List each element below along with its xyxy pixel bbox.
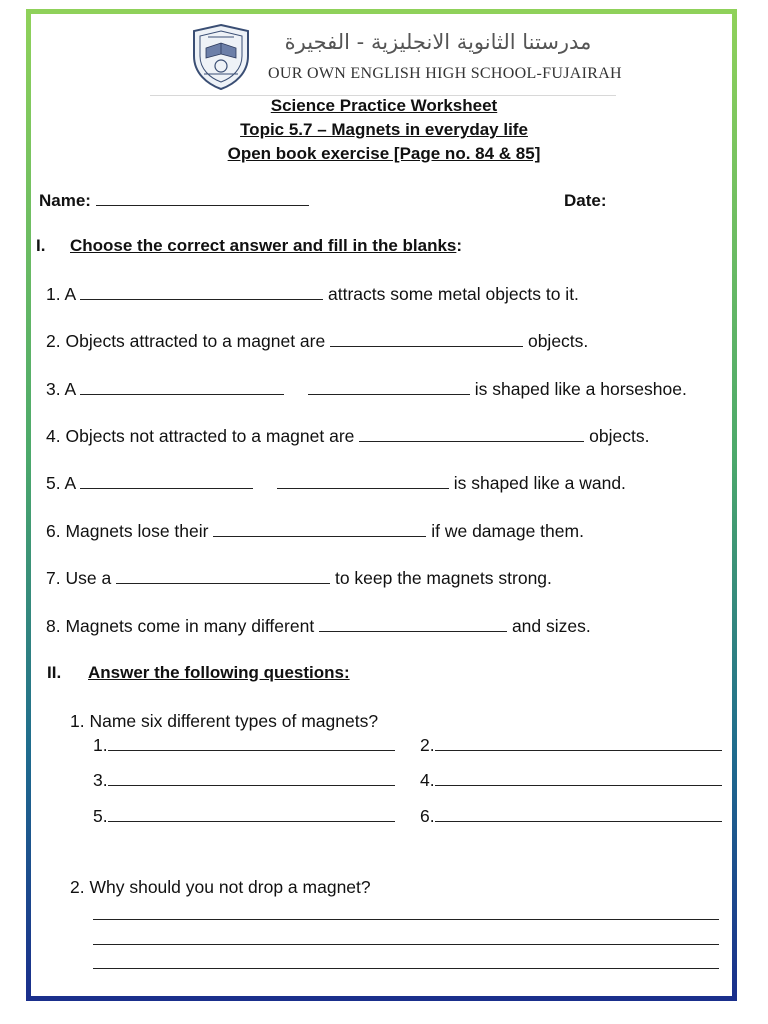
question-number: 1.: [46, 284, 61, 304]
magnet-type-6: [420, 806, 722, 827]
section1-numeral: I.: [36, 236, 46, 255]
answer-line-1[interactable]: [93, 919, 719, 920]
section2-heading: Answer the following questions:: [88, 663, 350, 682]
question-text-before: A: [64, 284, 76, 304]
answer-line-3[interactable]: [93, 968, 719, 969]
answer-line-2[interactable]: [93, 944, 719, 945]
answer-blank-2[interactable]: [277, 474, 449, 489]
magnet-type-3: [93, 770, 395, 791]
question-8: [46, 616, 591, 637]
question-text-after: and sizes.: [511, 616, 591, 636]
answer-blank[interactable]: [80, 285, 323, 300]
question-text-after: to keep the magnets strong.: [334, 568, 552, 588]
question-text-before: Magnets come in many different: [65, 616, 315, 636]
question-text-after: if we damage them.: [431, 521, 584, 541]
section1-heading-wrap: [70, 236, 462, 256]
answer-blank[interactable]: [213, 522, 426, 537]
question-number: 3.: [46, 379, 61, 399]
question-text-after: is shaped like a horseshoe.: [474, 379, 687, 399]
question-4: [46, 426, 649, 447]
blank-number: 1.: [93, 735, 108, 755]
question-2-1: [70, 711, 378, 732]
worksheet-title: Science Practice Worksheet: [270, 96, 498, 115]
section1-heading: Choose the correct answer and fill in the blanks: [70, 236, 457, 255]
question-text: Name six different types of magnets?: [89, 711, 379, 731]
question-number: 8.: [46, 616, 61, 636]
school-name-english: OUR OWN ENGLISH HIGH SCHOOL-FUJAIRAH: [268, 65, 622, 82]
question-number: 2.: [70, 877, 85, 897]
answer-blank-1[interactable]: [80, 474, 253, 489]
answer-blank-2[interactable]: [308, 380, 470, 395]
question-text-after: attracts some metal objects to it.: [327, 284, 579, 304]
question-text: Why should you not drop a magnet?: [89, 877, 371, 897]
question-2: [46, 331, 588, 352]
question-number: 1.: [70, 711, 85, 731]
worksheet-subtitle: Open book exercise [Page no. 84 & 85]: [227, 144, 541, 163]
answer-blank[interactable]: [359, 427, 584, 442]
school-name-arabic: مدرستنا الثانوية الانجليزية - الفجيرة: [284, 30, 592, 54]
section1-heading-colon: :: [456, 236, 463, 255]
question-1: [46, 284, 579, 305]
answer-blank[interactable]: [108, 771, 395, 786]
question-text-before: Objects not attracted to a magnet are: [65, 426, 355, 446]
question-number: 5.: [46, 473, 61, 493]
question-text-after: objects.: [589, 426, 650, 446]
school-header: [150, 18, 622, 96]
name-label: Name:: [39, 191, 91, 210]
answer-blank[interactable]: [435, 807, 722, 822]
question-3: [46, 379, 687, 400]
answer-blank-1[interactable]: [80, 380, 284, 395]
question-2-2: [70, 877, 371, 898]
question-7: [46, 568, 552, 589]
question-5: [46, 473, 626, 494]
question-text-before: Use a: [65, 568, 112, 588]
answer-blank[interactable]: [435, 736, 722, 751]
question-text-before: A: [64, 473, 76, 493]
magnet-type-2: [420, 735, 722, 756]
answer-blank[interactable]: [319, 617, 507, 632]
answer-blank[interactable]: [116, 569, 330, 584]
question-number: 7.: [46, 568, 61, 588]
question-text-before: Objects attracted to a magnet are: [65, 331, 326, 351]
name-field: [39, 191, 309, 211]
answer-blank[interactable]: [108, 736, 395, 751]
question-text-before: A: [64, 379, 76, 399]
blank-number: 4.: [420, 770, 435, 790]
answer-blank[interactable]: [108, 807, 395, 822]
answer-blank[interactable]: [435, 771, 722, 786]
blank-number: 6.: [420, 806, 435, 826]
magnet-type-1: [93, 735, 395, 756]
magnet-type-4: [420, 770, 722, 791]
school-crest-icon: [186, 22, 256, 92]
blank-number: 5.: [93, 806, 108, 826]
question-number: 4.: [46, 426, 61, 446]
blank-number: 3.: [93, 770, 108, 790]
name-blank[interactable]: [96, 191, 309, 206]
question-number: 6.: [46, 521, 61, 541]
blank-number: 2.: [420, 735, 435, 755]
question-text-before: Magnets lose their: [65, 521, 209, 541]
question-6: [46, 521, 584, 542]
question-number: 2.: [46, 331, 61, 351]
worksheet-topic: Topic 5.7 – Magnets in everyday life: [240, 120, 528, 139]
question-text-after: objects.: [527, 331, 589, 351]
answer-blank[interactable]: [330, 332, 523, 347]
magnet-type-5: [93, 806, 395, 827]
date-label: Date:: [564, 191, 607, 210]
section2-numeral: II.: [47, 663, 62, 682]
question-text-after: is shaped like a wand.: [453, 473, 626, 493]
